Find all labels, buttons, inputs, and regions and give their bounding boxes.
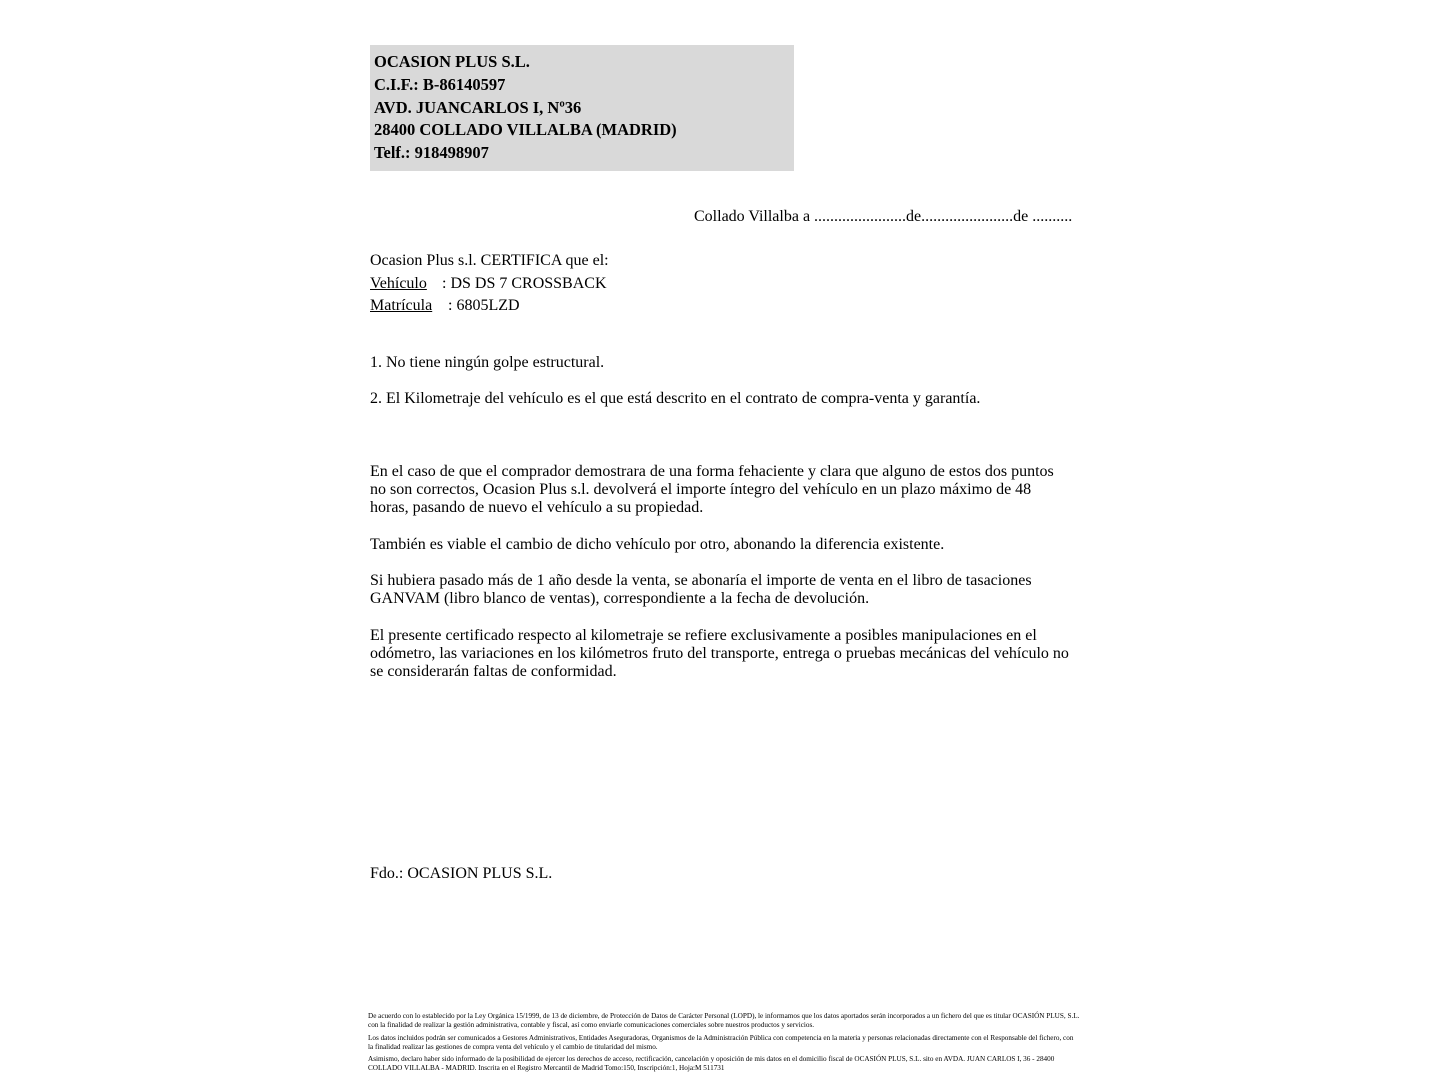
company-header-block	[370, 45, 794, 171]
point-item-2: 2. El Kilometraje del vehículo es el que está descrito en el contrato de compra-venta y garantía.	[370, 390, 981, 407]
plate-row	[370, 295, 609, 318]
paragraph-refund: En el caso de que el comprador demostrara de una forma fehaciente y clara que alguno de estos dos puntos no son correctos, Ocasion Plus s.l. devolverá el importe íntegro del vehículo en un plazo máximo de 48 horas, pasando de nuevo el vehículo a su propiedad.	[370, 463, 1054, 517]
vehicle-row	[370, 273, 609, 296]
paragraph-ganvam: Si hubiera pasado más de 1 año desde la venta, se abonaría el importe de venta en el libro de tasaciones GANVAM (libro blanco de ventas), correspondiente a la fecha de devolución.	[370, 572, 1032, 608]
certifies-intro: Ocasion Plus s.l. CERTIFICA que el:	[370, 252, 609, 269]
legal-footer	[368, 1012, 1080, 1077]
plate-label: Matrícula	[370, 297, 433, 314]
paragraph-exchange: También es viable el cambio de dicho vehículo por otro, abonando la diferencia existente.	[370, 536, 945, 553]
point-item-1: 1. No tiene ningún golpe estructural.	[370, 354, 605, 371]
legal-footer-paragraph-1: De acuerdo con lo establecido por la Ley Orgánica 15/1999, de 13 de diciembre, de Protección de Datos de Carácter Personal (LOPD), le informamos que los datos aportados serán incorporados a un fichero del que es titular OCASIÓN PLUS, S.L. con la finalidad de realizar la gestión administrativa, contable y fiscal, así como enviarle comunicaciones comerciales sobre nuestros productos y servicios.	[368, 1012, 1080, 1030]
plate-value: : 6805LZD	[448, 297, 520, 314]
legal-footer-paragraph-3: Asimismo, declaro haber sido informado de la posibilidad de ejercer los derechos de acceso, rectificación, cancelación y oposición de mis datos en el domicilio fiscal de OCASIÓN PLUS, S.L. sito en AVDA. JUAN CARLOS I, 36 - 28400 COLLADO VILLALBA - MADRID. Inscrita en el Registro Mercantil de Madrid Tomo:150, Inscripción:1, Hoja:M 511731	[368, 1055, 1055, 1073]
date-line: Collado Villalba a .......................de.......................de ..........	[694, 208, 1073, 225]
company-address: AVD. JUANCARLOS I, Nº36	[374, 97, 582, 117]
legal-footer-paragraph-2: Los datos incluidos podrán ser comunicados a Gestores Administrativos, Entidades Aseguradoras, Organismos de la Administración Pública con competencia en la materia y personas relacionadas directamente con el Responsable del fichero, con la finalidad realizar las gestiones de compra venta del vehículo y el cambio de titularidad del mismo.	[368, 1033, 1074, 1051]
vehicle-label: Vehículo	[370, 274, 427, 292]
paragraph-odometer: El presente certificado respecto al kilometraje se refiere exclusivamente a posibles manipulaciones en el odómetro, las variaciones en los kilómetros fruto del transporte, entrega o pruebas mecánicas del vehículo no se considerarán faltas de conformidad.	[370, 627, 1069, 681]
company-cif: C.I.F.: B-86140597	[374, 74, 506, 94]
company-phone: Telf.: 918498907	[374, 143, 489, 163]
vehicle-value: : DS DS 7 CROSSBACK	[442, 274, 607, 292]
certification-block	[370, 250, 609, 318]
company-name: OCASION PLUS S.L.	[374, 52, 530, 71]
company-city: 28400 COLLADO VILLALBA (MADRID)	[374, 120, 677, 140]
signature-line: Fdo.: OCASION PLUS S.L.	[370, 865, 553, 882]
